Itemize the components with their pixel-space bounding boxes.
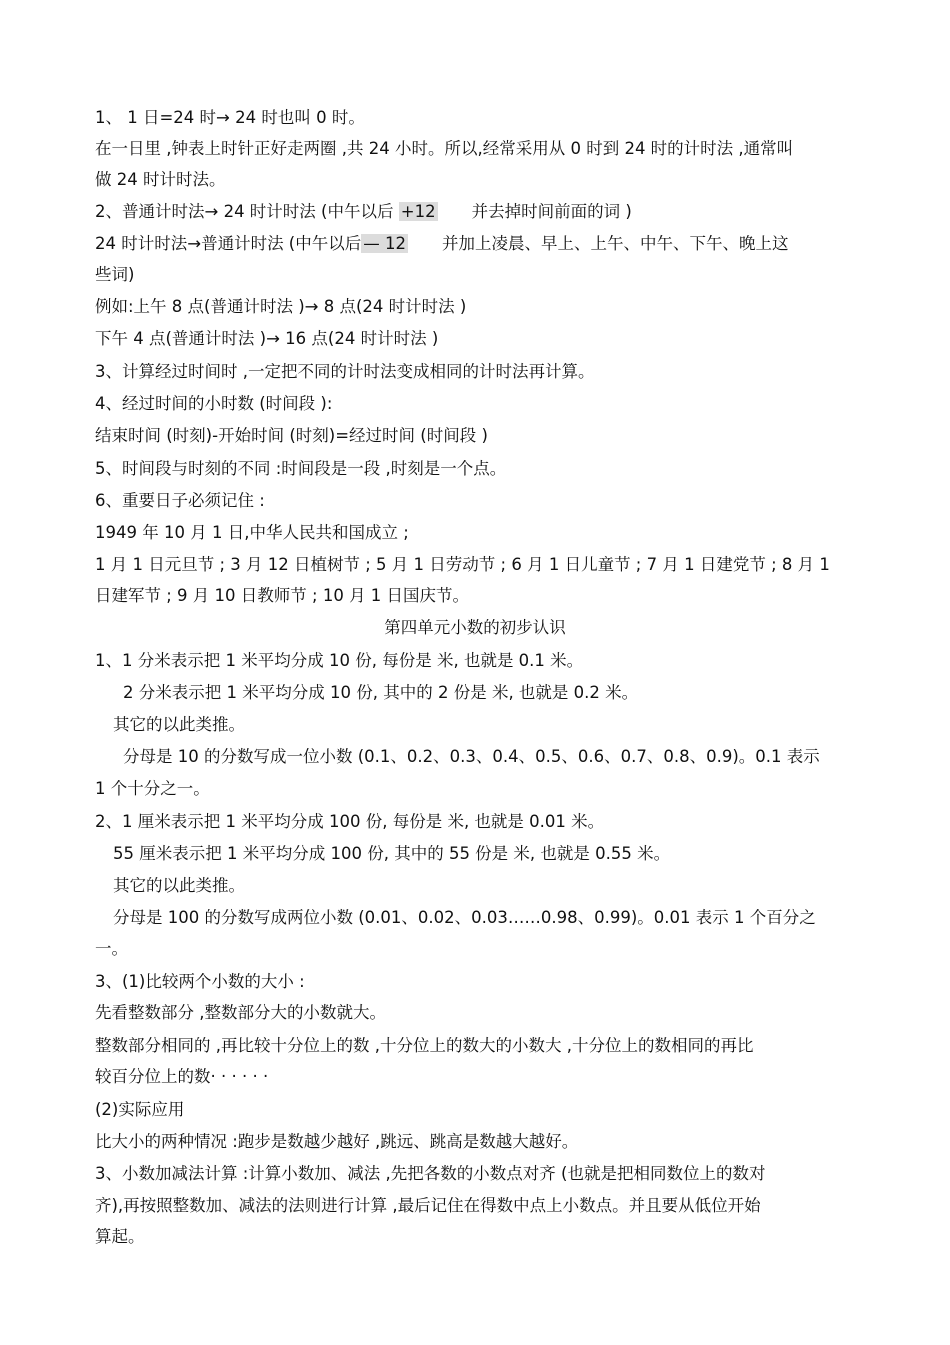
highlighted-text: +12 <box>400 202 436 221</box>
paragraph-line: 整数部分相同的 ,再比较十分位上的数 ,十分位上的数大的小数大 ,十分位上的数相同的再比 <box>95 1036 754 1055</box>
paragraph-line: 算起。 <box>95 1227 145 1246</box>
paragraph-line: 较百分位上的数· · · · · · <box>95 1067 269 1086</box>
paragraph-line: 做 24 时计时法。 <box>95 170 226 189</box>
point-2-line <box>95 202 632 222</box>
text-segment: 并去掉时间前面的词 ) <box>471 202 632 221</box>
decimal-point-3-line: 3、(1)比较两个小数的大小 : <box>95 972 305 991</box>
paragraph-line: 在一日里 ,钟表上时针正好走两圈 ,共 24 小时。所以,经常采用从 0 时到 24 时的计时法 ,通常叫 <box>95 139 794 158</box>
text-segment: 并加上凌晨、早上、上午、中午、下午、晚上这 <box>442 234 789 253</box>
paragraph-line: 日建军节 ; 9 月 10 日教师节 ; 10 月 1 日国庆节。 <box>95 586 470 605</box>
text-segment: 2、普通计时法→ 24 时计时法 (中午以后 <box>95 202 399 221</box>
paragraph-line: 1 月 1 日元旦节 ; 3 月 12 日植树节 ; 5 月 1 日劳动节 ; 6 月 1 日儿童节 ; 7 月 1 日建党节 ; 8 月 1 <box>95 555 830 574</box>
paragraph-line: 1949 年 10 月 1 日,中华人民共和国成立 ; <box>95 523 409 542</box>
paragraph-line: 其它的以此类推。 <box>113 715 245 734</box>
paragraph-line: 55 厘米表示把 1 米平均分成 100 份, 其中的 55 份是 米, 也就是 0.55 米。 <box>113 844 671 863</box>
paragraph-line: 一。 <box>95 939 128 958</box>
section-title: 第四单元小数的初步认识 <box>384 618 566 637</box>
paragraph-line: 比大小的两种情况 :跑步是数越少越好 ,跳远、跳高是数越大越好。 <box>95 1132 579 1151</box>
paragraph-line: 些词) <box>95 265 135 284</box>
paragraph-line: 2 分米表示把 1 米平均分成 10 份, 其中的 2 份是 米, 也就是 0.2 米。 <box>123 683 639 702</box>
text-segment: 24 时计时法→普通计时法 (中午以后 <box>95 234 362 253</box>
paragraph-line: 1 个十分之一。 <box>95 779 210 798</box>
decimal-point-1-line: 1、1 分米表示把 1 米平均分成 10 份, 每份是 米, 也就是 0.1 米。 <box>95 651 584 670</box>
point-4-line: 4、经过时间的小时数 (时间段 ): <box>95 394 333 413</box>
highlighted-text: — 12 <box>363 234 406 253</box>
formula-line: 结束时间 (时刻)-开始时间 (时刻)=经过时间 (时间段 ) <box>95 426 488 445</box>
paragraph-line: 齐),再按照整数加、减法的法则进行计算 ,最后记住在得数中点上小数点。并且要从低位开始 <box>95 1196 761 1215</box>
point-1-line: 1、 1 日=24 时→ 24 时也叫 0 时。 <box>95 108 365 127</box>
paragraph-line: 分母是 100 的分数写成两位小数 (0.01、0.02、0.03……0.98、0.99)。0.01 表示 1 个百分之 <box>113 908 816 927</box>
decimal-point-4-line: 3、小数加减法计算 :计算小数加、减法 ,先把各数的小数点对齐 (也就是把相同数位上的数对 <box>95 1164 766 1183</box>
paragraph-line: 分母是 10 的分数写成一位小数 (0.1、0.2、0.3、0.4、0.5、0.6、0.7、0.8、0.9)。0.1 表示 <box>123 747 820 766</box>
example-line: 例如:上午 8 点(普通计时法 )→ 8 点(24 时计时法 ) <box>95 297 467 316</box>
paragraph-line <box>95 234 789 254</box>
paragraph-line: 先看整数部分 ,整数部分大的小数就大。 <box>95 1003 386 1022</box>
sub-heading: (2)实际应用 <box>95 1100 185 1119</box>
example-line: 下午 4 点(普通计时法 )→ 16 点(24 时计时法 ) <box>95 329 439 348</box>
decimal-point-2-line: 2、1 厘米表示把 1 米平均分成 100 份, 每份是 米, 也就是 0.01 米。 <box>95 812 605 831</box>
point-3-line: 3、计算经过时间时 ,一定把不同的计时法变成相同的计时法再计算。 <box>95 362 595 381</box>
paragraph-line: 其它的以此类推。 <box>113 876 245 895</box>
point-5-line: 5、时间段与时刻的不同 :时间段是一段 ,时刻是一个点。 <box>95 459 507 478</box>
point-6-line: 6、重要日子必须记住 : <box>95 491 265 510</box>
